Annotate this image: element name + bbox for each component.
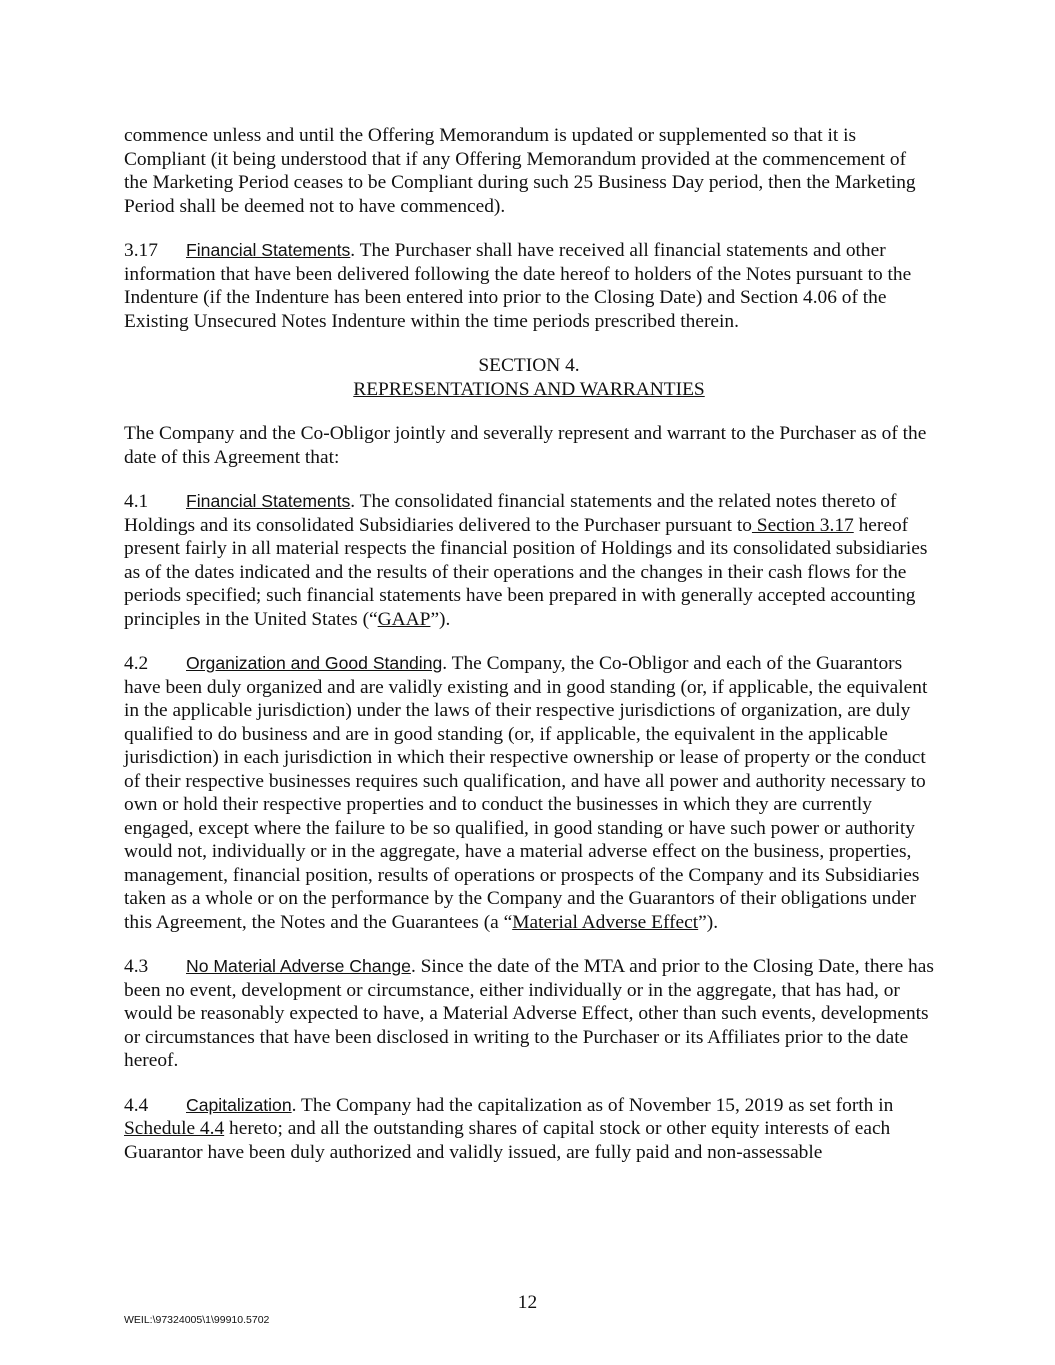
section-number: 4.4 xyxy=(124,1094,149,1116)
section-4-4 xyxy=(124,1094,934,1165)
cross-reference: Schedule 4.4 xyxy=(124,1118,225,1139)
document-page xyxy=(124,124,934,1185)
section-caption: Financial Statements xyxy=(186,240,351,260)
section-number: 4.3 xyxy=(124,956,149,977)
section-text: hereof present fairly in all material respects the financial position of Holdings and its consolidated subsidiaries as of the dates indicated and the results of their operations and the changes in their cash flows for the periods specified; such financial statements have been prepared in with generally accepted accounting principles in the United States (“ xyxy=(124,514,928,630)
section-intro: The Company and the Co-Obligor jointly and severally represent and warrant to the Purchaser as of the date of this Agreement that: xyxy=(124,423,927,468)
section-text: . Since the date of the MTA and prior to the Closing Date, there has been no event, development or circumstance, either individually or in the aggregate, that has had, or would be reasonably expected to have, a Material Adverse Effect, other than such events, developments or circumstances that have been disclosed in writing to the Purchaser or its Affiliates prior to the date hereof. xyxy=(124,956,934,1071)
section-caption: No Material Adverse Change xyxy=(186,956,411,976)
section-caption: Financial Statements xyxy=(186,491,351,511)
section-caption: Capitalization xyxy=(186,1094,292,1115)
section-4-3 xyxy=(124,955,934,1073)
section-4-1 xyxy=(124,490,934,631)
section-text: . The Company had the capitalization as of November 15, 2019 as set forth in xyxy=(291,1094,894,1116)
section-text: ”). xyxy=(698,911,719,933)
section-heading-title: REPRESENTATIONS AND WARRANTIES xyxy=(353,378,705,400)
section-4-2 xyxy=(124,652,934,934)
paragraph-continuation: commence unless and until the Offering Memorandum is updated or supplemented so that it is Compliant (it being understood that if any Offering Memorandum provided at the commencement of the Marketing Period ceases to be Compliant during such 25 Business Day period, then the Marketing Period shall be deemed not to have commenced). xyxy=(124,125,916,217)
defined-term: GAAP xyxy=(377,608,431,630)
section-number: 4.2 xyxy=(124,653,149,674)
section-text: hereto; and all the outstanding shares of capital stock or other equity interests of each Guarantor have been duly authorized and validly issued, are fully paid and non-assessable xyxy=(124,1118,891,1163)
section-heading xyxy=(124,354,934,401)
cross-reference: Section 3.17 xyxy=(751,514,854,536)
section-number: 4.1 xyxy=(124,491,149,512)
section-text: ”). xyxy=(430,608,451,630)
page-number: 12 xyxy=(517,1292,538,1313)
section-number: 3.17 xyxy=(124,240,158,261)
section-heading-number: SECTION 4. xyxy=(478,355,580,376)
section-text: . The Company, the Co-Obligor and each of the Guarantors have been duly organized and are validly existing and in good standing (or, if applicable, the equivalent in the applicable jurisdiction) under the laws of their respective jurisdictions of organization, are duly qualified to do business and are in good standing (or, if applicable, the equivalent in the applicable jurisdiction) in each jurisdiction in which their respective ownership or lease of property or the conduct of their respective businesses requires such qualification, and have all power and authority necessary to own or hold their respective properties and to conduct the businesses in which they are currently engaged, except where the failure to be so qualified, in good standing or have such power or authority would not, individually or in the aggregate, have a material adverse effect on the business, properties, management, financial position, results of operations or prospects of the Company and its Subsidiaries taken as a whole or on the performance by the Company and the Guarantors of their obligations under this Agreement, the Notes and the Guarantees (a “ xyxy=(124,653,928,933)
section-3-17 xyxy=(124,239,934,333)
document-footer-id: WEIL:\97324005\1\99910.5702 xyxy=(124,1314,270,1326)
section-text: . The Purchaser shall have received all financial statements and other information that have been delivered following the date hereof to holders of the Notes pursuant to the Indenture (if the Indenture has been entered into prior to the Closing Date) and Section 4.06 of the Existing Unsecured Notes Indenture within the time periods prescribed therein. xyxy=(124,240,912,332)
defined-term: Material Adverse Effect xyxy=(512,911,699,933)
section-text: . The consolidated financial statements and the related notes thereto of Holdings and its consolidated Subsidiaries delivered to the Purchaser pursuant to xyxy=(124,491,897,536)
section-caption: Organization and Good Standing xyxy=(186,653,443,673)
